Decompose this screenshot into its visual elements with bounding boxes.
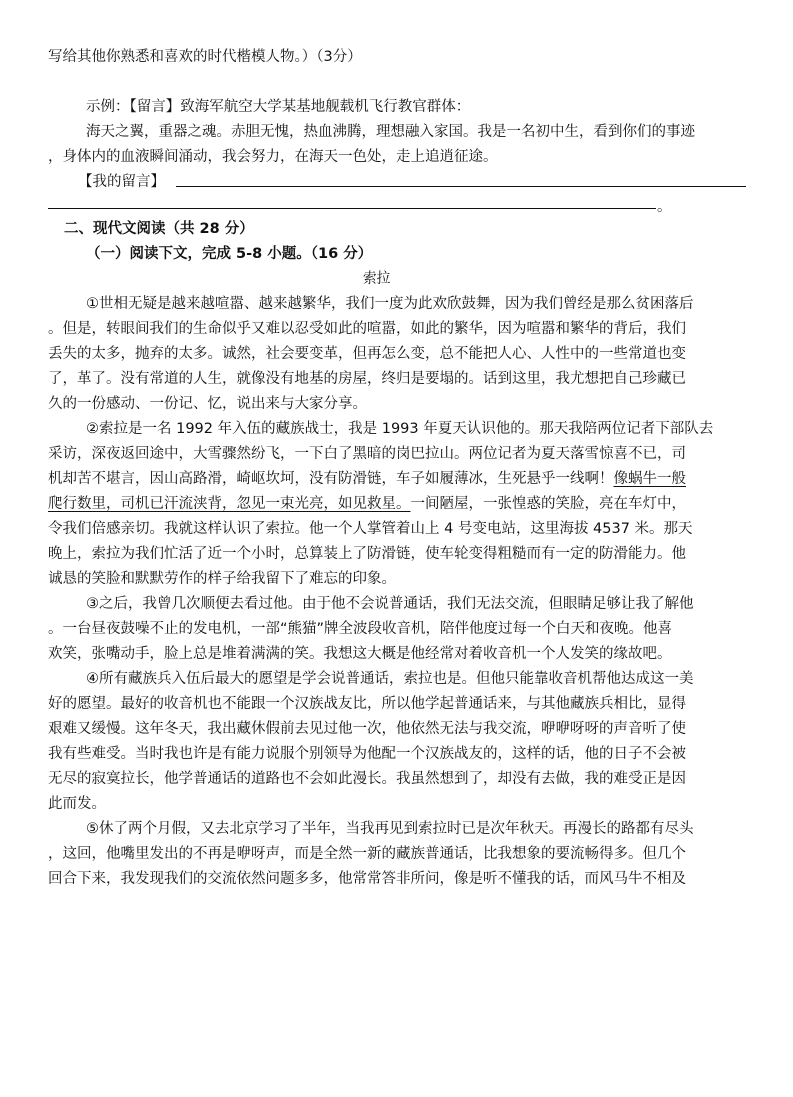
p1-line-3: 丢失的太多，抛弃的太多。诚然，社会要变革，但再怎么变，总不能把人心、人性中的一些常道也变 (48, 346, 686, 362)
p2-line-6: 晚上，索拉为我们忙活了近一个小时，总算装上了防滑链，使车轮变得粗糙而有一定的防滑能力。他 (48, 546, 686, 562)
p2-line-4-text: 一间陋屋，一张惶惑的笑脸，亮在车灯中， (410, 496, 686, 512)
p2-line-4 (48, 492, 749, 517)
my-message-label: 【我的留言】 (78, 174, 165, 190)
underlined-sentence-part-1: 像蜗牛一般 (613, 471, 686, 487)
p2-line-2: 采访，深夜返回途中，大雪骤然纷飞，一下白了黑暗的岗巴拉山。两位记者为夏天落雪惊喜不已，司 (48, 446, 686, 462)
p2-line-1: ②索拉是一名 1992 年入伍的藏族战士，我是 1993 年夏天认识他的。那天我陪两位记者下部队去 (86, 421, 714, 437)
section-heading: 二、现代文阅读（共 28 分） (64, 221, 254, 237)
instruction-line: 写给其他你熟悉和喜欢的时代楷模人物。）（3分） (48, 49, 362, 65)
article-title: 索拉 (362, 271, 391, 287)
p5-line-1: ⑤休了两个月假，又去北京学习了半年，当我再见到索拉时已是次年秋天。再漫长的路都有尽头 (86, 821, 694, 837)
p1-line-2: 。但是，转眼间我们的生命似乎又难以忍受如此的喧嚣，如此的繁华，因为喧嚣和繁华的背后，我们 (48, 321, 686, 337)
p3-line-2: 。一台昼夜鼓噪不止的发电机，一部“熊猫”牌全波段收音机，陪伴他度过每一个白天和夜晚。他喜 (48, 621, 673, 637)
sub-heading: （一）阅读下文，完成 5-8 小题。（16 分） (86, 246, 373, 262)
p2-line-3 (48, 467, 749, 492)
p2-line-3-text: 机却苦不堪言，因山高路滑，崎岖坎坷，没有防滑链，车子如履薄冰，生死悬乎一线啊！ (48, 471, 614, 487)
example-text-line-2: ，身体内的血液瞬间涌动，我会努力，在海天一色处，走上追逍征途。 (48, 149, 498, 165)
p1-line-5: 久的一份感动、一份记、忆，说出来与大家分享。 (48, 396, 367, 412)
p5-line-2: ，这回，他嘴里发出的不再是咿呀声，而是全然一新的藏族普通话，比我想象的要流畅得多。但几个 (48, 846, 686, 862)
p1-line-4: 了，革了。没有常道的人生，就像没有地基的房屋，终归是要塌的。话到这里，我尤想把自己珍藏已 (48, 371, 686, 387)
p3-line-1: ③之后，我曾几次顺便去看过他。由于他不会说普通话，我们无法交流，但眼睛足够让我了解他 (86, 596, 694, 612)
p1-line-1: ①世相无疑是越来越喧嚣、越来越繁华，我们一度为此欢欣鼓舞，因为我们曾经是那么贫困落后 (86, 296, 694, 312)
p4-line-5: 无尽的寂寞拉长，他学普通话的道路也不会如此漫长。我虽然想到了，却没有去做，我的难受正是因 (48, 771, 686, 787)
answer-line-1[interactable] (176, 186, 746, 187)
p4-line-4: 我有些难受。当时我也许是有能力说服个别领导为他配一个汉族战友的，这样的话，他的日子不会被 (48, 746, 686, 762)
example-label: 示例：【留言】致海军航空大学某基地舰载机飞行教官群体： (86, 99, 471, 115)
p4-line-2: 好的愿望。最好的收音机也不能跟一个汉族战友比，所以他学起普通话来，与其他藏族兵相比，显得 (48, 696, 686, 712)
p2-line-7: 诚恳的笑脸和默默劳作的样子给我留下了难忘的印象。 (48, 571, 396, 587)
p3-line-3: 欢笑，张嘴动手，脸上总是堆着满满的笑。我想这大概是他经常对着收音机一个人发笑的缘故吧。 (48, 646, 672, 662)
p4-line-1: ④所有藏族兵入伍后最大的愿望是学会说普通话，索拉也是。但他只能靠收音机帮他达成这一美 (86, 671, 694, 687)
answer-line-2[interactable] (48, 208, 656, 209)
p4-line-3: 艰难又缓慢。这年冬天，我出藏休假前去见过他一次，他依然无法与我交流，咿咿呀呀的声音听了使 (48, 721, 686, 737)
p2-line-5: 令我们倍感亲切。我就这样认识了索拉。他一个人掌管着山上 4 号变电站，这里海拔 4537 米。那天 (48, 521, 693, 537)
underlined-sentence-part-2: 爬行数里，司机已汗流浃背，忽见一束光亮，如见救星。 (48, 496, 411, 512)
end-mark: 。 (657, 199, 672, 215)
p5-line-3: 回合下来，我发现我们的交流依然问题多多，他常常答非所问，像是听不懂我的话，而风马牛不相及 (48, 871, 686, 887)
p4-line-6: 此而发。 (48, 796, 106, 812)
example-text-line-1: 海天之翼，重器之魂。赤胆无愧，热血沸腾，理想融入家国。我是一名初中生，看到你们的事迹 (86, 124, 695, 140)
